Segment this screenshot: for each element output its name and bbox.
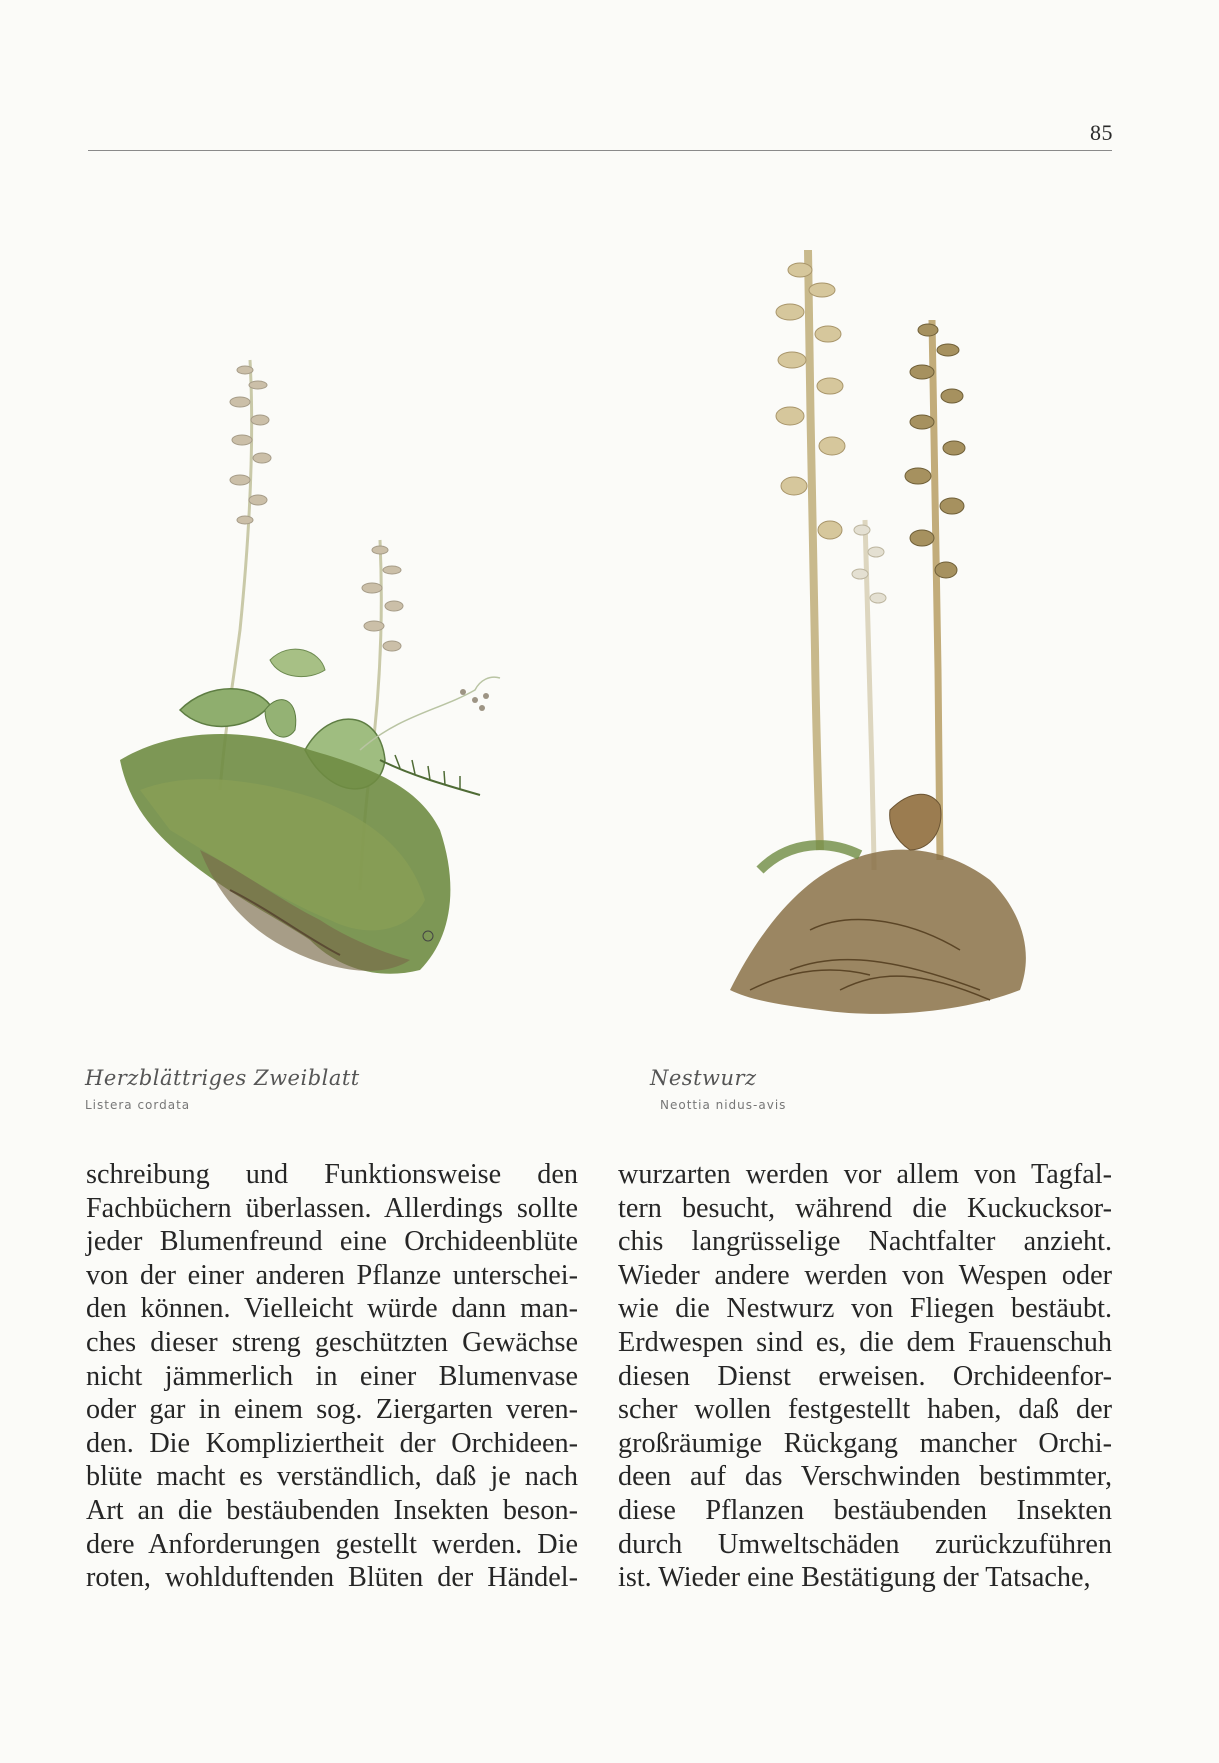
- caption-latin-right: Neottia nidus-avis: [660, 1098, 787, 1112]
- text-line: großräumige Rückgang mancher Orchi-: [618, 1427, 1112, 1459]
- text-line: wurzarten werden vor allem von Tagfal-: [618, 1159, 1112, 1190]
- text-line: scher wollen festgestellt haben, daß der: [618, 1394, 1112, 1426]
- text-line: nicht jämmerlich in einer Blumenvase: [86, 1360, 578, 1392]
- body-text-right-column: [618, 1158, 1112, 1595]
- page-number: 85: [1090, 120, 1113, 145]
- text-line: Erdwespen sind es, die dem Frauenschuh: [618, 1326, 1112, 1358]
- text-line: diesen Dienst erweisen. Orchideenfor-: [618, 1360, 1112, 1392]
- text-line: dere Anforderungen gestellt werden. Die: [86, 1528, 578, 1560]
- body-text-left-column: [86, 1158, 578, 1595]
- text-line: diese Pflanzen bestäubenden Insekten: [618, 1494, 1112, 1526]
- text-line: blüte macht es verständlich, daß je nach: [86, 1461, 578, 1493]
- caption-title-left: Herzblättriges Zweiblatt: [85, 1066, 360, 1090]
- text-line: ist. Wieder eine Bestätigung der Tatsache,: [618, 1562, 1091, 1594]
- text-line: durch Umweltschäden zurückzuführen: [618, 1528, 1112, 1560]
- caption-title-right: Nestwurz: [650, 1066, 757, 1090]
- text-line: roten, wohlduftenden Blüten der Händel-: [86, 1562, 578, 1594]
- text-line: tern besucht, während die Kuckucksor-: [618, 1192, 1112, 1224]
- text-line: den können. Vielleicht würde dann man-: [86, 1293, 578, 1325]
- caption-latin-left: Listera cordata: [85, 1098, 191, 1112]
- text-line: den. Die Kompliziertheit der Orchideen-: [86, 1427, 578, 1459]
- header-rule: [88, 150, 1112, 151]
- illustration-listera-cordata: [80, 330, 600, 1070]
- text-line: Fachbüchern überlassen. Allerdings sollte: [86, 1192, 578, 1224]
- text-line: jeder Blumenfreund eine Orchideenblüte: [86, 1226, 578, 1258]
- text-line: ches dieser streng geschützten Gewächse: [86, 1326, 578, 1358]
- text-line: schreibung und Funktionsweise den: [86, 1159, 578, 1190]
- text-line: deen auf das Verschwinden bestimmter,: [618, 1461, 1112, 1493]
- text-line: chis langrüsselige Nachtfalter anzieht.: [618, 1226, 1112, 1258]
- text-line: Art an die bestäubenden Insekten beson-: [86, 1494, 578, 1526]
- text-line: von der einer anderen Pflanze unterschei-: [86, 1259, 578, 1291]
- illustration-neottia-nidus-avis: [690, 230, 1070, 1030]
- text-line: oder gar in einem sog. Ziergarten veren-: [86, 1394, 578, 1426]
- text-line: wie die Nestwurz von Fliegen bestäubt.: [618, 1293, 1112, 1325]
- text-line: Wieder andere werden von Wespen oder: [618, 1259, 1112, 1291]
